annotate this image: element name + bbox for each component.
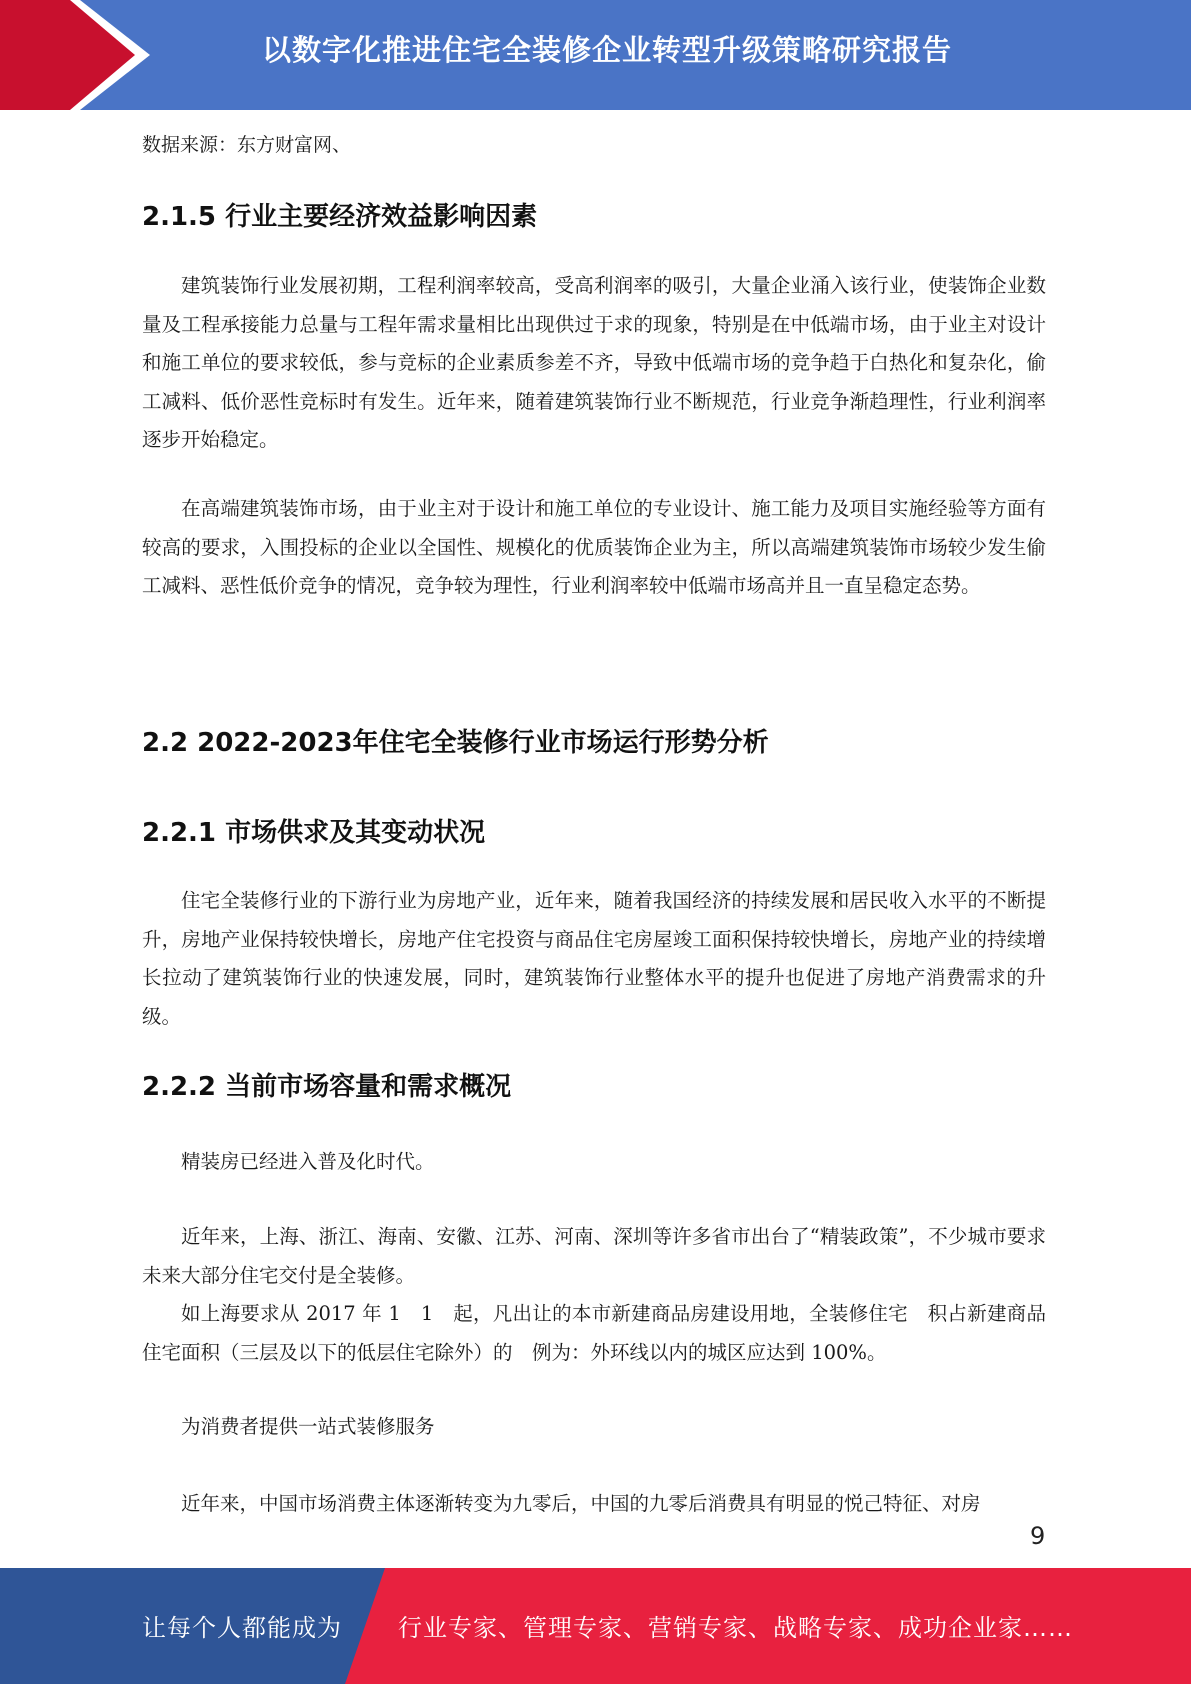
section-heading-2-2: 2.2 2022-2023年住宅全装修行业市场运行形势分析 (142, 728, 769, 758)
paragraph: 精装房已经进入普及化时代。 (181, 1150, 435, 1173)
paragraph: 住宅全装修行业的下游行业为房地产业，近年来，随着我国经济的持续发展和居民收入水平的不断提升，房地产业保持较快增长，房地产住宅投资与商品住宅房屋竣工面积保持较快增长，房地产业的持续增长拉动了建筑装饰行业的快速发展，同时，建筑装饰行业整体水平的提升也促进了房地产消费需求的升级。 (142, 889, 1046, 1028)
paragraph: 建筑装饰行业发展初期，工程利润率较高，受高利润率的吸引，大量企业涌入该行业，使装饰企业数量及工程承接能力总量与工程年需求量相比出现供过于求的现象，特别是在中低端市场，由于业主对设计和施工单位的要求较低，参与竞标的企业素质参差不齐，导致中低端市场的竞争趋于白热化和复杂化，偷工减料、低价恶性竞标时有发生。近年来，随着建筑装饰行业不断规范，行业竞争渐趋理性，行业利润率逐步开始稳定。 (142, 274, 1046, 451)
paragraph: 近年来，中国市场消费主体逐渐转变为九零后，中国的九零后消费具有明显的悦己特征、对房 (181, 1492, 981, 1515)
paragraph: 在高端建筑装饰市场，由于业主对于设计和施工单位的专业设计、施工能力及项目实施经验等方面有较高的要求，入围投标的企业以全国性、规模化的优质装饰企业为主，所以高端建筑装饰市场较少发生偷工减料、恶性低价竞争的情况，竞争较为理性，行业利润率较中低端市场高并且一直呈稳定态势。 (142, 497, 1046, 597)
section-heading-2-2-2: 2.2.2 当前市场容量和需求概况 (142, 1072, 512, 1102)
page-header (0, 0, 1191, 110)
section-heading-2-1-5: 2.1.5 行业主要经济效益影响因素 (142, 202, 538, 232)
report-title: 以数字化推进住宅全装修企业转型升级策略研究报告 (262, 33, 953, 67)
footer-slogan-right: 行业专家、管理专家、营销专家、战略专家、成功企业家…… (398, 1614, 1073, 1642)
paragraph: 为消费者提供一站式装修服务 (181, 1415, 435, 1438)
paragraph: 近年来，上海、浙江、海南、安徽、江苏、河南、深圳等许多省市出台了“精装政策”，不少城市要求未来大部分住宅交付是全装修。 (142, 1225, 1046, 1287)
paragraph: 如上海要求从 2017 年 1 1 起，凡出让的本市新建商品房建设用地，全装修住宅 积占新建商品住宅面积（三层及以下的低层住宅除外）的 例为：外环线以内的城区应达到 100%。 (142, 1302, 1046, 1364)
footer-slogan-left: 让每个人都能成为 (142, 1614, 342, 1642)
data-source-note: 数据来源：东方财富网、 (142, 134, 352, 156)
page-number: 9 (1030, 1522, 1046, 1550)
section-heading-2-2-1: 2.2.1 市场供求及其变动状况 (142, 818, 486, 848)
page-footer (0, 1568, 1191, 1684)
